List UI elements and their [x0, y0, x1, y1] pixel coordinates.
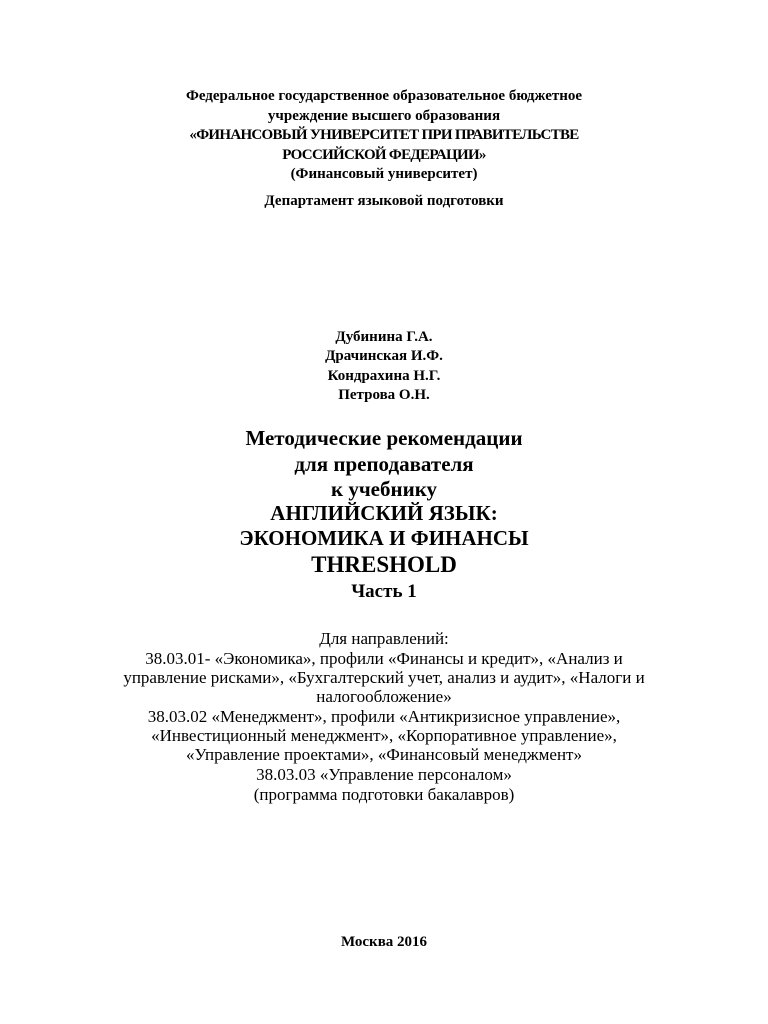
- institution-name-line-2: РОССИЙСКОЙ ФЕДЕРАЦИИ»: [282, 147, 486, 163]
- institution-short-name: (Финансовый университет): [290, 166, 478, 182]
- title-line-4: АНГЛИЙСКИЙ ЯЗЫК:: [270, 501, 498, 525]
- title-line-1: Методические рекомендации: [245, 426, 523, 450]
- directions-line: налогообложение»: [316, 687, 452, 706]
- directions-line: «Управление проектами», «Финансовый менеджмент»: [186, 745, 582, 764]
- author-3: Кондрахина Н.Г.: [327, 368, 441, 384]
- title-line-3: к учебнику: [330, 477, 437, 501]
- department-name: Департамент языковой подготовки: [264, 193, 504, 209]
- directions-line: 38.03.03 «Управление персоналом»: [256, 765, 512, 784]
- title-part: Часть 1: [351, 581, 417, 602]
- author-2: Драчинская И.Ф.: [325, 348, 443, 364]
- directions-line: 38.03.01- «Экономика», профили «Финансы и кредит», «Анализ и: [145, 649, 623, 668]
- city-year: Москва 2016: [340, 934, 428, 950]
- directions-heading: Для направлений:: [319, 629, 449, 648]
- institution-line-2: учреждение высшего образования: [267, 108, 501, 124]
- directions-line: 38.03.02 «Менеджмент», профили «Антикризисное управление»,: [147, 707, 621, 726]
- title-line-2: для преподавателя: [294, 452, 474, 476]
- author-1: Дубинина Г.А.: [335, 329, 433, 345]
- title-threshold: THRESHOLD: [311, 552, 457, 577]
- institution-line-1: Федеральное государственное образовательное бюджетное: [185, 88, 583, 104]
- title-line-5: ЭКОНОМИКА И ФИНАНСЫ: [239, 526, 529, 550]
- directions-line: управление рисками», «Бухгалтерский учет, анализ и аудит», «Налоги и: [123, 668, 645, 687]
- directions-footnote: (программа подготовки бакалавров): [253, 785, 515, 804]
- directions-line: «Инвестиционный менеджмент», «Корпоративное управление»,: [151, 726, 617, 745]
- author-4: Петрова О.Н.: [338, 387, 430, 403]
- institution-name-line-1: «ФИНАНСОВЫЙ УНИВЕРСИТЕТ ПРИ ПРАВИТЕЛЬСТВЕ: [189, 127, 579, 143]
